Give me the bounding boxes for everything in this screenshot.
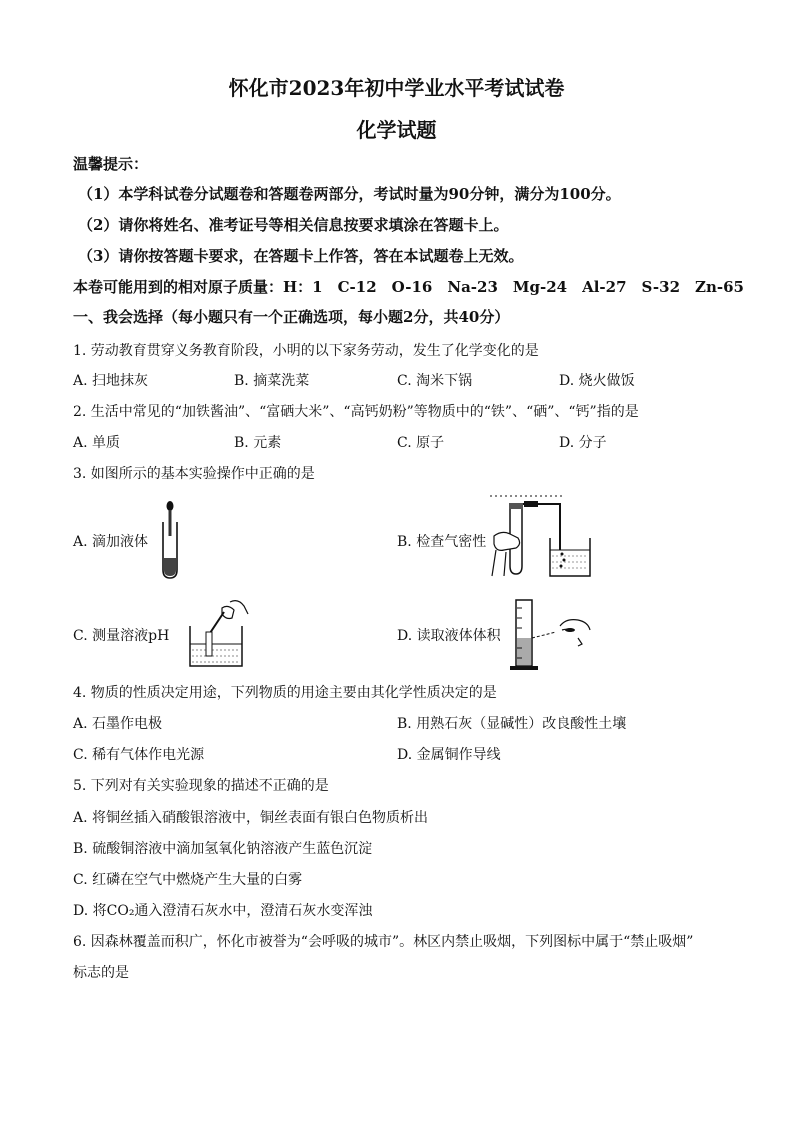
q1-option-c: C. 淘米下锅: [397, 373, 473, 389]
q4-option-d: D. 金属铜作导线: [397, 747, 501, 763]
q2-option-b: B. 元素: [234, 435, 282, 451]
q3-option-c: C. 测量溶液pH: [73, 628, 170, 644]
atomic-mass-line: 本卷可能用到的相对原子质量：H：1 C-12 O-16 Na-23 Mg-24 Al-27 S-32 Zn-65: [73, 278, 744, 296]
q5-option-c: C. 红磷在空气中燃烧产生大量的白雾: [73, 872, 303, 888]
q5-option-a: A. 将铜丝插入硝酸银溶液中，铜丝表面有银白色物质析出: [73, 810, 429, 826]
section-heading: 一、我会选择（每小题只有一个正确选项，每小题2分，共40分）: [73, 308, 510, 326]
question-6-stem-cont: 标志的是: [73, 965, 129, 981]
q5-option-d: D. 将CO₂通入澄清石灰水中，澄清石灰水变浑浊: [73, 903, 373, 919]
figure-measure-ph: [186, 596, 254, 670]
q1-option-d: D. 烧火做饭: [559, 373, 635, 389]
tip-1: （1）本学科试卷分试题卷和答题卷两部分，考试时量为90分钟，满分为100分。: [78, 185, 621, 203]
q4-option-c: C. 稀有气体作电光源: [73, 747, 205, 763]
q1-option-b: B. 摘菜洗菜: [234, 373, 310, 389]
figure-airtightness-check: [488, 494, 596, 580]
q5-option-b: B. 硫酸铜溶液中滴加氢氧化钠溶液产生蓝色沉淀: [73, 841, 373, 857]
exam-subtitle: 化学试题: [356, 118, 437, 142]
question-1-stem: 1. 劳动教育贯穿义务教育阶段，小明的以下家务劳动，发生了化学变化的是: [73, 343, 539, 359]
question-2-stem: 2. 生活中常见的“加铁酱油”、“富硒大米”、“高钙奶粉”等物质中的“铁”、“硒”、“钙”指的是: [73, 404, 639, 420]
question-3-stem: 3. 如图所示的基本实验操作中正确的是: [73, 466, 315, 482]
figure-read-volume: [508, 598, 594, 672]
q2-option-c: C. 原子: [397, 435, 445, 451]
tips-heading: 温馨提示：: [73, 155, 149, 173]
question-6-stem: 6. 因森林覆盖而积广，怀化市被誉为“会呼吸的城市”。林区内禁止吸烟，下列图标中属于“禁止吸烟”: [73, 934, 694, 950]
question-5-stem: 5. 下列对有关实验现象的描述不正确的是: [73, 778, 329, 794]
tip-2: （2）请你将姓名、准考证号等相关信息按要求填涂在答题卡上。: [78, 216, 509, 234]
q2-option-a: A. 单质: [73, 435, 121, 451]
q4-option-a: A. 石墨作电极: [73, 716, 163, 732]
q4-option-b: B. 用熟石灰（显碱性）改良酸性土壤: [397, 716, 627, 732]
tip-3: （3）请你按答题卡要求，在答题卡上作答，答在本试题卷上无效。: [78, 247, 524, 265]
exam-title: 怀化市2023年初中学业水平考试试卷: [228, 76, 565, 100]
question-4-stem: 4. 物质的性质决定用途，下列物质的用途主要由其化学性质决定的是: [73, 685, 497, 701]
q1-option-a: A. 扫地抹灰: [73, 373, 149, 389]
q3-option-b: B. 检查气密性: [397, 534, 487, 550]
figure-dropping-liquid: [150, 498, 190, 580]
q3-option-a: A. 滴加液体: [73, 534, 149, 550]
q2-option-d: D. 分子: [559, 435, 607, 451]
q3-option-d: D. 读取液体体积: [397, 628, 501, 644]
